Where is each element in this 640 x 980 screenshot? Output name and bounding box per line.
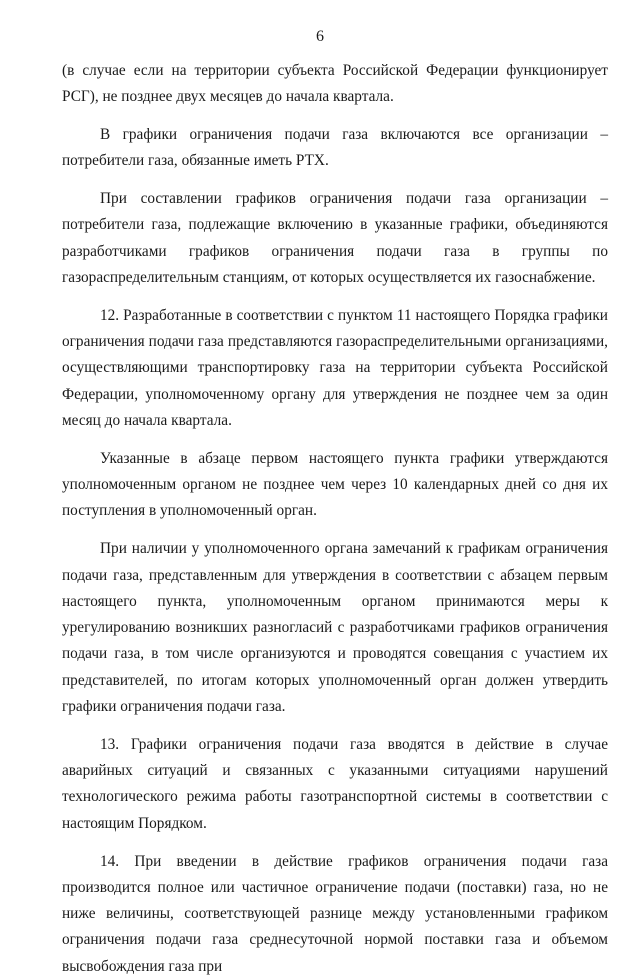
- document-body: [62, 58, 608, 980]
- paragraph-grouping: При составлении графиков ограничения подачи газа организации – потребители газа, подлежащие включению в указанные графики, объединяются разработчиками графиков ограничения подачи газа в группы по газораспределительным станциям, от которых осуществляется их газоснабжение.: [62, 190, 608, 287]
- paragraph-remarks: При наличии у уполномоченного органа замечаний к графикам ограничения подачи газа, представленным для утверждения в соответствии с абзацем первым настоящего пункта, уполномоченным органом принимаются меры к урегулированию возникших разногласий с разработчиками графиков ограничения подачи газа, в том числе организуются и проводятся совещания с участием их представителей, по итогам которых уполномоченный орган должен утвердить графики ограничения подачи газа.: [62, 540, 608, 716]
- paragraph-approval-deadline: Указанные в абзаце первом настоящего пункта графики утверждаются уполномоченным органом не позднее чем через 10 календарных дней со дня их поступления в уполномоченный орган.: [62, 449, 608, 520]
- paragraph-continuation: (в случае если на территории субъекта Российской Федерации функционирует РСГ), не позднее двух месяцев до начала квартала.: [62, 62, 608, 106]
- paragraph-item-13: 13. Графики ограничения подачи газа вводятся в действие в случае аварийных ситуаций и связанных с указанными ситуациями нарушений технологического режима работы газотранспортной системы в соответствии с настоящим Порядком.: [62, 735, 608, 832]
- paragraph-rtx-inclusion: В графики ограничения подачи газа включаются все организации – потребители газа, обязанные иметь РТХ.: [62, 126, 608, 170]
- paragraph-item-12: 12. Разработанные в соответствии с пунктом 11 настоящего Порядка графики ограничения подачи газа представляются газораспределительными организациями, осуществляющими транспортировку газа на территории субъекта Российской Федерации, уполномоченному органу для утверждения не позднее чем за один месяц до начала квартала.: [62, 306, 608, 430]
- page-number: 6: [316, 28, 324, 45]
- paragraph-item-14: 14. При введении в действие графиков ограничения подачи газа производится полное или частичное ограничение подачи (поставки) газа, но не ниже величины, соответствующей разнице между установленными графиком ограничения подачи газа среднесуточной нормой поставки газа и объемом высвобождения газа при: [62, 852, 608, 975]
